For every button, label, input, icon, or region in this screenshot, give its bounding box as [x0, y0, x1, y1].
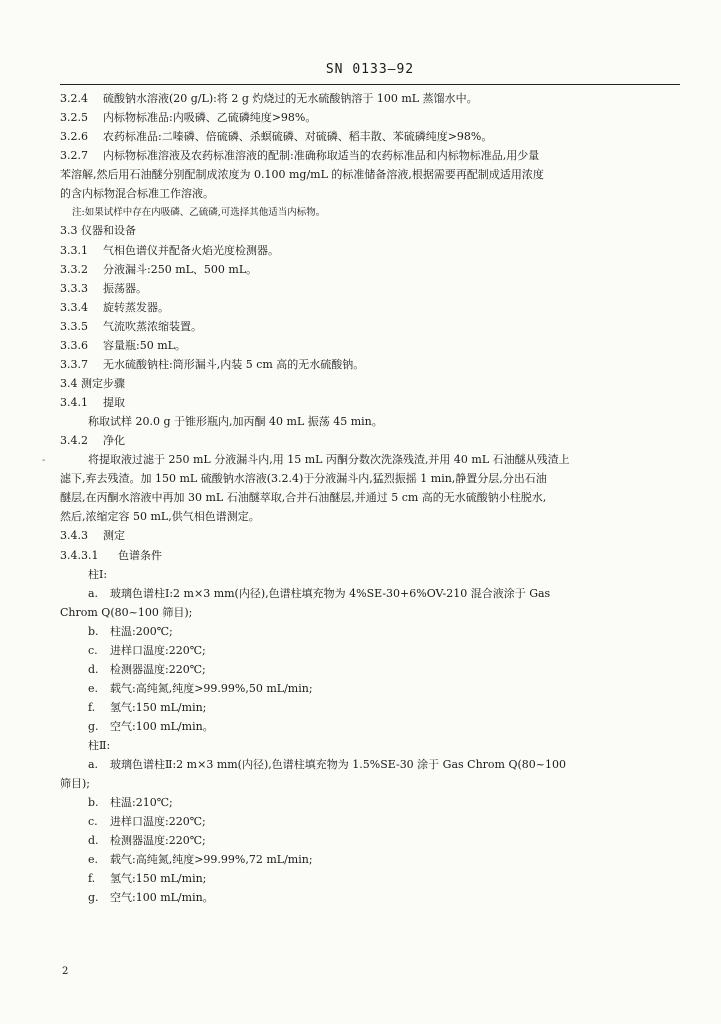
margin-mark: - — [42, 455, 46, 466]
continuation-text: 醚层,在丙酮水溶液中再加 30 mL 石油醚萃取,合并石油醚层,并通过 5 cm 高的无水硫酸钠小柱脱水, — [60, 491, 547, 504]
continuation-text: 然后,浓缩定容 50 mL,供气相色谱测定。 — [60, 510, 260, 523]
list-item-text: 玻璃色谱柱Ⅱ:2 m×3 mm(内径),色谱柱填充物为 1.5%SE-30 涂于 Gas Chrom Q(80~100 — [110, 758, 566, 771]
section-text: 无水硫酸钠柱:筒形漏斗,内装 5 cm 高的无水硫酸钠。 — [103, 358, 365, 371]
continuation-text: 滤下,弃去残渣。加 150 mL 硫酸钠水溶液(3.2.4)于分液漏斗内,猛烈振摇 1 min,静置分层,分出石油 — [60, 472, 547, 485]
paragraph-text: 将提取液过滤于 250 mL 分液漏斗内,用 15 mL 丙酮分数次洗涤残渣,并用 40 mL 石油醚从残渣上 — [88, 453, 570, 466]
paragraph-text: 称取试样 20.0 g 于锥形瓶内,加丙酮 40 mL 振荡 45 min。 — [88, 415, 383, 428]
section-heading: 3.3 仪器和设备 — [60, 224, 136, 237]
list-marker: c. — [88, 815, 98, 828]
list-marker: f. — [88, 872, 96, 885]
list-marker: c. — [88, 644, 98, 657]
continuation-text: 的含内标物混合标准工作溶液。 — [60, 187, 214, 200]
list-item-text: 进样口温度:220℃; — [110, 815, 206, 828]
section-text: 硫酸钠水溶液(20 g/L):将 2 g 灼烧过的无水硫酸钠溶于 100 mL 蒸馏水中。 — [103, 92, 478, 105]
section-text: 分液漏斗:250 mL、500 mL。 — [103, 263, 258, 276]
section-text: 内标物标准溶液及农药标准溶液的配制:准确称取适当的农药标准品和内标物标准品,用少量 — [103, 149, 540, 162]
section-text: 气流吹蒸浓缩装置。 — [103, 320, 202, 333]
section-text: 旋转蒸发器。 — [103, 301, 169, 314]
list-item-text: 柱温:200℃; — [110, 625, 173, 638]
list-marker: e. — [88, 682, 99, 695]
list-marker: b. — [88, 625, 99, 638]
list-item-text: 空气:100 mL/min。 — [110, 720, 214, 733]
section-number: 3.3.3 — [60, 282, 88, 295]
list-item-text: 空气:100 mL/min。 — [110, 891, 214, 904]
list-item-text: 玻璃色谱柱Ⅰ:2 m×3 mm(内径),色谱柱填充物为 4%SE-30+6%OV-210 混合液涂于 Gas — [110, 587, 551, 600]
page-number: 2 — [62, 966, 69, 977]
section-text: 内标物标准品:内吸磷、乙硫磷纯度>98%。 — [103, 111, 317, 124]
section-number: 3.4.1 — [60, 396, 88, 409]
section-number: 3.3.6 — [60, 339, 88, 352]
section-number: 3.3.4 — [60, 301, 88, 314]
section-number: 3.2.4 — [60, 92, 88, 105]
section-text: 净化 — [103, 434, 125, 447]
standard-number: SN 0133—92 — [325, 62, 415, 77]
paragraph-text: 柱Ⅰ: — [88, 568, 108, 581]
continuation-text: Chrom Q(80~100 筛目); — [60, 606, 193, 619]
section-number: 3.2.7 — [60, 149, 88, 162]
list-item-text: 载气:高纯氮,纯度>99.99%,72 mL/min; — [110, 853, 313, 866]
paragraph-text: 柱Ⅱ: — [88, 739, 111, 752]
section-number: 3.3.5 — [60, 320, 88, 333]
note-text: 注:如果试样中存在内吸磷、乙硫磷,可选择其他适当内标物。 — [72, 207, 326, 218]
section-number: 3.3.2 — [60, 263, 88, 276]
list-marker: d. — [88, 834, 99, 847]
list-marker: a. — [88, 587, 99, 600]
page-header — [60, 60, 680, 85]
section-text: 气相色谱仪并配备火焰光度检测器。 — [103, 244, 279, 257]
list-marker: d. — [88, 663, 99, 676]
section-text: 色谱条件 — [118, 549, 162, 562]
continuation-text: 筛目); — [60, 777, 90, 790]
list-marker: e. — [88, 853, 99, 866]
section-number: 3.3.1 — [60, 244, 88, 257]
list-item-text: 柱温:210℃; — [110, 796, 173, 809]
section-number: 3.4.2 — [60, 434, 88, 447]
list-marker: b. — [88, 796, 99, 809]
text-line — [0, 887, 721, 909]
section-number: 3.3.7 — [60, 358, 88, 371]
section-text: 农药标准品:二嗪磷、倍硫磷、杀螟硫磷、对硫磷、稻丰散、苯硫磷纯度>98%。 — [103, 130, 493, 143]
list-marker: a. — [88, 758, 99, 771]
section-text: 振荡器。 — [103, 282, 147, 295]
text-line — [0, 220, 721, 242]
continuation-text: 苯溶解,然后用石油醚分别配制成浓度为 0.100 mg/mL 的标准储备溶液,根据需要再配制成适用浓度 — [60, 168, 544, 181]
list-item-text: 检测器温度:220℃; — [110, 834, 206, 847]
list-item-text: 载气:高纯氮,纯度>99.99%,50 mL/min; — [110, 682, 313, 695]
list-marker: g. — [88, 891, 99, 904]
section-heading: 3.4 测定步骤 — [60, 377, 125, 390]
list-marker: g. — [88, 720, 99, 733]
section-number: 3.4.3.1 — [60, 549, 99, 562]
list-item-text: 氢气:150 mL/min; — [110, 701, 207, 714]
list-item-text: 检测器温度:220℃; — [110, 663, 206, 676]
section-text: 容量瓶:50 mL。 — [103, 339, 186, 352]
section-text: 提取 — [103, 396, 125, 409]
section-text: 测定 — [103, 529, 125, 542]
section-number: 3.2.5 — [60, 111, 88, 124]
section-number: 3.4.3 — [60, 529, 88, 542]
list-item-text: 进样口温度:220℃; — [110, 644, 206, 657]
list-marker: f. — [88, 701, 96, 714]
text-line — [0, 525, 721, 547]
section-number: 3.2.6 — [60, 130, 88, 143]
list-item-text: 氢气:150 mL/min; — [110, 872, 207, 885]
